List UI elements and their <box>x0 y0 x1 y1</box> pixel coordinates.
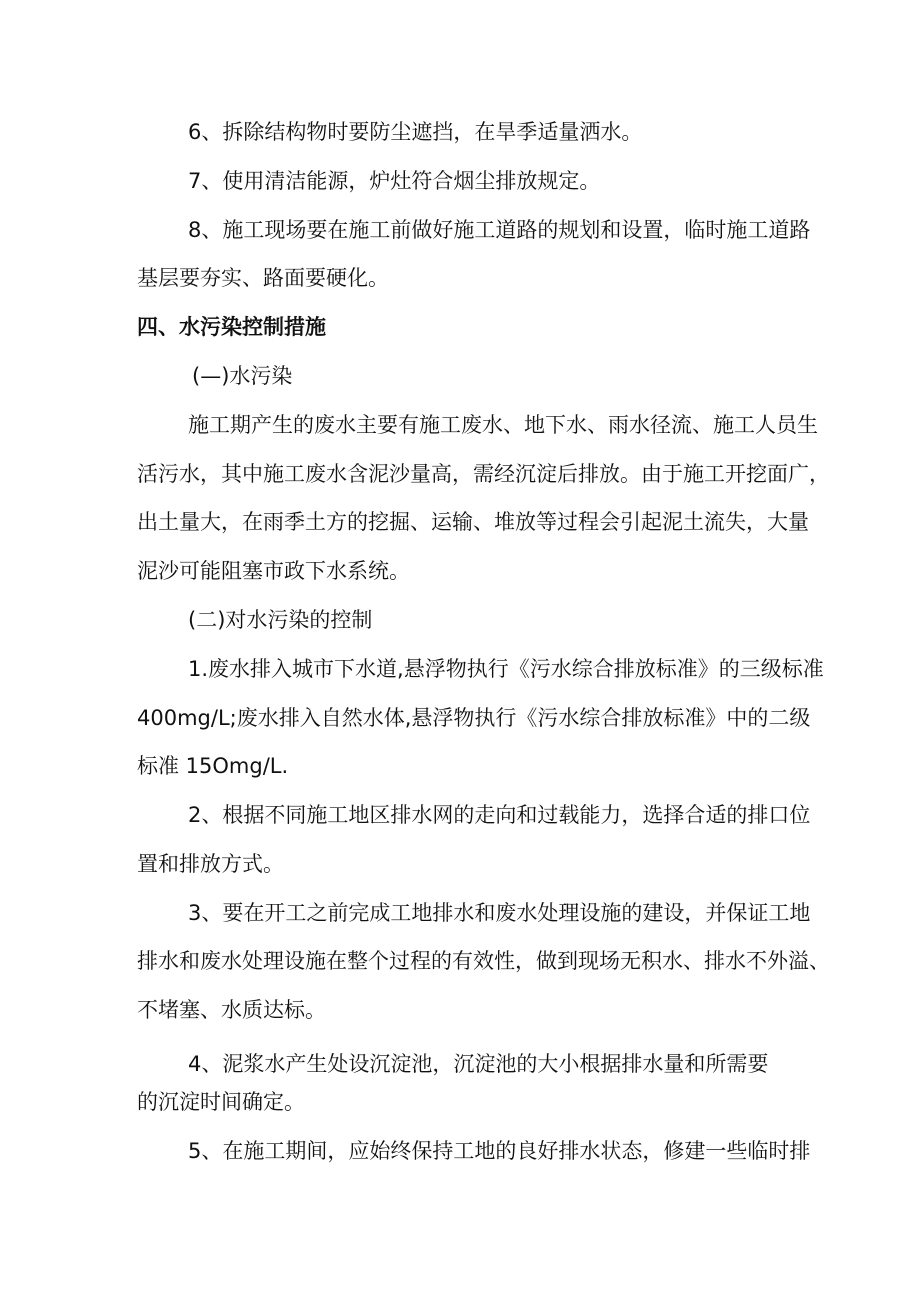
paragraph-line: 施工期产生的废水主要有施工废水、地下水、雨水径流、施工人员生 <box>188 413 818 437</box>
subsection-heading: (二)对水污染的控制 <box>188 608 373 632</box>
paragraph-line: 活污水，其中施工废水含泥沙量高，需经沉淀后排放。由于施工开挖面广， <box>137 462 830 486</box>
paragraph-line: 排水和废水处理设施在整个过程的有效性，做到现场无积水、排水不外溢、 <box>137 949 830 973</box>
paragraph-line: 8、施工现场要在施工前做好施工道路的规划和设置，临时施工道路 <box>188 218 811 242</box>
paragraph-line: 置和排放方式。 <box>137 852 284 876</box>
paragraph-line: 2、根据不同施工地区排水网的走向和过载能力，选择合适的排口位 <box>188 803 811 827</box>
paragraph-line: 3、要在开工之前完成工地排水和废水处理设施的建设，并保证工地 <box>188 901 811 925</box>
paragraph-line: 不堵塞、水质达标。 <box>137 998 326 1022</box>
paragraph-line: 400mg/L;废水排入自然水体,悬浮物执行《污水综合排放标准》中的二级 <box>137 706 811 730</box>
paragraph-line: 5、在施工期间，应始终保持工地的良好排水状态，修建一些临时排 <box>188 1139 811 1163</box>
section-heading: 四、水污染控制措施 <box>137 315 326 339</box>
paragraph-line: 标准 15Omg/L. <box>137 754 289 778</box>
paragraph-line: 7、使用清洁能源，炉灶符合烟尘排放规定。 <box>188 169 601 193</box>
paragraph-line: 1.废水排入城市下水道,悬浮物执行《污水综合排放标准》的三级标准 <box>188 657 824 681</box>
paragraph-line: 4、泥浆水产生处设沉淀池，沉淀池的大小根据排水量和所需要 <box>188 1052 769 1076</box>
subsection-heading: (—)水污染 <box>192 364 293 388</box>
paragraph-line: 基层要夯实、路面要硬化。 <box>137 266 389 290</box>
paragraph-line: 出土量大，在雨季土方的挖掘、运输、堆放等过程会引起泥土流失，大量 <box>137 510 809 534</box>
paragraph-line: 6、拆除结构物时要防尘遮挡，在旱季适量洒水。 <box>188 120 643 144</box>
paragraph-line: 的沉淀时间确定。 <box>137 1090 305 1114</box>
paragraph-line: 泥沙可能阻塞市政下水系统。 <box>137 559 410 583</box>
